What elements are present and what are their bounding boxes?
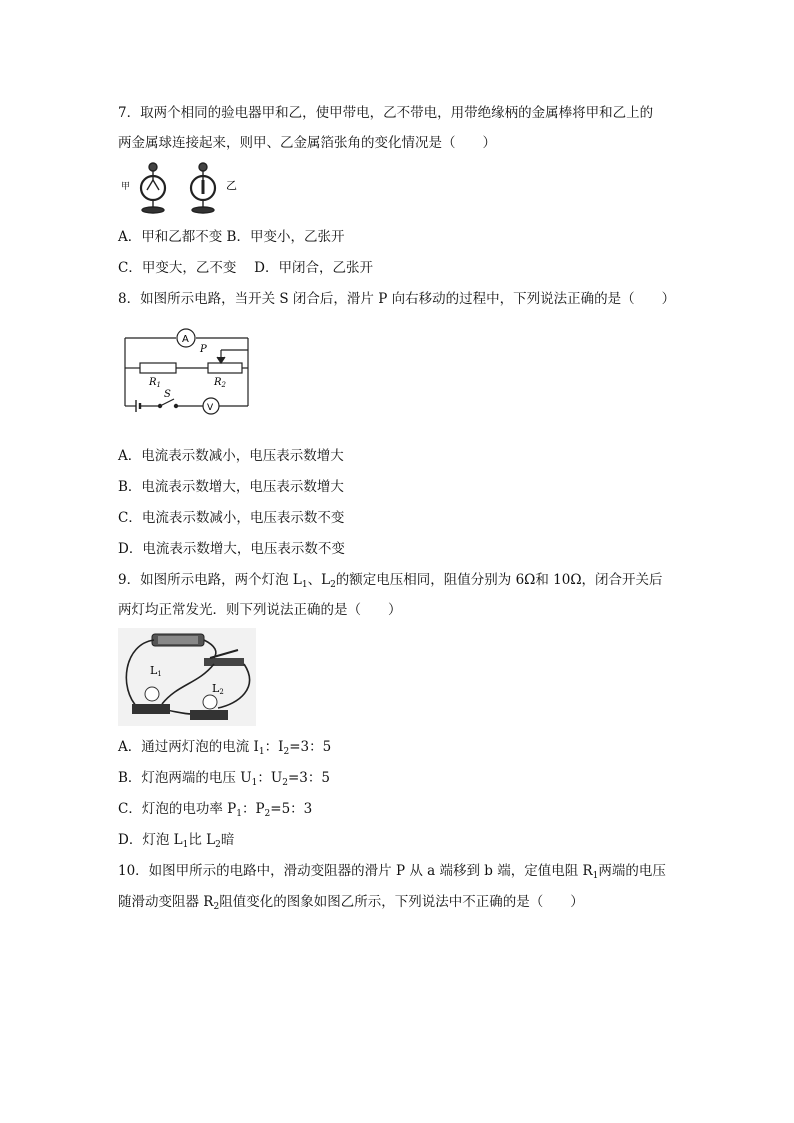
q7-electroscopes-figure [118,160,242,216]
bulb-l2-icon [203,695,217,709]
ammeter-label: A [182,334,189,345]
q9-option-a: A．通过两灯泡的电流 $I_1$：$I_2=3$：5 [118,739,332,757]
lamp-base-l1 [132,704,170,714]
q9-stem-line1: 9．如图所示电路，两个灯泡 $L_1$、$L_2$的额定电压相同，阻值分别为 6Ω和 10Ω，闭合开关后 [118,572,663,590]
switch-s [160,399,174,406]
q9-stem-line2: 两灯均正常发光．则下列说法正确的是（ ） [118,602,402,618]
q8-option-a: A．电流表示数减小，电压表示数增大 [118,448,344,464]
q9-option-b: B．灯泡两端的电压 $U_1$：$U_2=3$：5 [118,770,330,788]
lamp-base-l2 [190,710,228,720]
q7-option-ab: A．甲和乙都不变 B．甲变小，乙张开 [118,229,345,245]
voltmeter-label: V [207,403,214,413]
r1-label: $R_1$ [149,377,161,389]
q8-stem: 8．如图所示电路，当开关 S 闭合后，滑片 P 向右移动的过程中，下列说法正确的是（ ） [118,291,676,307]
electroscope-label-jia: 甲 [121,182,131,192]
electroscope-jia [141,163,165,213]
q7-option-cd: C．甲变大，乙不变 D．甲闭合，乙张开 [118,260,373,276]
q8-circuit-figure [118,322,254,416]
resistor-r2 [208,363,242,373]
lamp-l1-label: L1 [150,664,162,678]
q8-option-b: B．电流表示数增大，电压表示数增大 [118,479,344,495]
electroscope-yi [191,163,215,213]
electroscope-label-yi: 乙 [226,179,237,192]
q9-option-c: C．灯泡的电功率 $P_1$：$P_2=5$：3 [118,801,313,819]
q10-stem-line2: 随滑动变阻器 $R_2$阻值变化的图象如图乙所示，下列说法中不正确的是（ ） [118,894,584,912]
resistor-r1 [140,363,176,373]
q8-option-d: D．电流表示数增大，电压表示数不变 [118,541,345,557]
q10-stem-line1: 10．如图甲所示的电路中，滑动变阻器的滑片 P 从 a 端移到 b 端，定值电阻 $R_1$两端的电压 [118,863,666,881]
bulb-l1-icon [145,687,159,701]
q8-option-c: C．电流表示数减小，电压表示数不变 [118,510,345,526]
slider-p-label: P [200,344,207,355]
r2-label: $R_2$ [214,377,226,389]
q7-stem-line2: 两金属球连接起来，则甲、乙金属箔张角的变化情况是（ ） [118,135,496,151]
switch-s-label: S [164,389,171,400]
q7-stem-line1: 7．取两个相同的验电器甲和乙，使甲带电，乙不带电，用带绝缘柄的金属棒将甲和乙上的 [118,105,654,121]
q9-circuit-photo-figure [118,628,256,726]
lamp-l2-label: L2 [212,682,224,696]
q9-option-d: D．灯泡 $L_1$比 $L_2$暗 [118,832,235,850]
switch-icon [204,658,244,666]
